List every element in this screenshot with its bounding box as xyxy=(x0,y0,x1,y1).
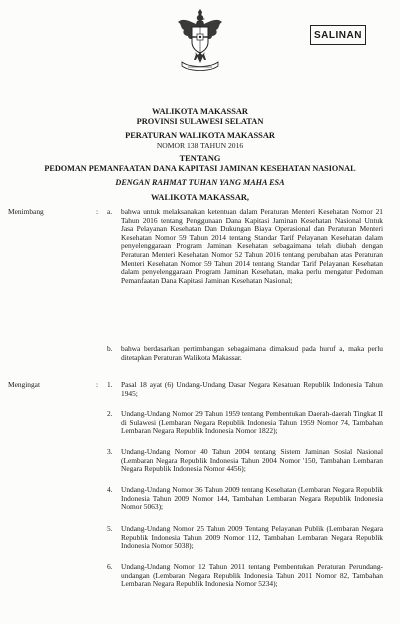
item-text: Pasal 18 ayat (6) Undang-Undang Dasar Negara Kesatuan Republik Indonesia Tahun 1945; xyxy=(121,380,383,398)
item-marker: a. xyxy=(107,207,113,216)
item-marker: 6. xyxy=(107,562,113,571)
header-title-walikota: WALIKOTA MAKASSAR xyxy=(152,107,248,116)
item-marker: b. xyxy=(107,344,113,353)
item-text: Undang-Undang Nomor 40 Tahun 2004 tentang Sistem Jaminan Sosial Nasional (Lembaran Negara Republik Indonesia Tahun 2004 Nomor '150, Tambahan Lembaran Negara Republik Indonesia Nomor 4456); xyxy=(121,447,383,474)
mengingat-label: Mengingat xyxy=(8,380,41,389)
mengingat-colon: : xyxy=(96,380,99,389)
header-title-provinsi: PROVINSI SULAWESI SELATAN xyxy=(136,117,264,126)
item-text: Undang-Undang Nomor 25 Tahun 2009 Tentang Pelayanan Publik (Lembaran Negara Republik Indonesia Tahun 2009 Nomor 112, Tambahan Lembaran Negara Republik Indonesia Nomor 5038); xyxy=(121,524,383,551)
garuda-emblem-icon xyxy=(176,8,224,80)
header-tentang: TENTANG xyxy=(179,154,221,163)
item-text: Undang-Undang Nomor 12 Tahun 2011 tentang Pembentukan Peraturan Perundang-undangan (Lembaran Negara Republik Indonesia Tahun 2011 Nomor 82, Tambahan Lembaran Negara Republik Indonesia Nomor 5234); xyxy=(121,562,383,589)
menimbang-label: Menimbang xyxy=(8,207,44,216)
item-text: Undang-Undang Nomor 36 Tahun 2009 tentang Kesehatan (Lembaran Negara Republik Indonesia Tahun 2009 Nomor 144, Tambahan Lembaran Negara Republik Indonesia Nomor 5063); xyxy=(121,485,383,512)
item-marker: 3. xyxy=(107,447,113,456)
item-marker: 4. xyxy=(107,485,113,494)
item-marker: 5. xyxy=(107,524,113,533)
item-text: Undang-Undang Nomor 29 Tahun 1959 tentang Pembentukan Daerah-daerah Tingkat II di Sulawesi (Lembaran Negara Republik Indonesia Tahun 1959 Nomor 74, Tambahan Lembaran Negara Republik Indonesia Nomor 1822); xyxy=(121,409,383,436)
item-text: bahwa untuk melaksanakan ketentuan dalam Peraturan Menteri Kesehatan Nomor 21 Tahun 2016 tentang Penggunaan Dana Kapitasi Jaminan Kesehatan Nasional Untuk Jasa Pelayanan Kesehatan Dan Dukungan Biaya Operasional dan Peraturan Menteri Kesehatan Nomor 59 Tahun 2014 tentang Standar Tarif Pelayanan Kesehatan dalam penyelenggaraan Program Jaminan Kesehatan sebagaimana telah diubah dengan Peraturan Menteri Kesehatan Nomor 52 Tahun 2016 tentang perubahan atas Peraturan Menteri Kesehatan Nomor 59 Tahun 2014 tentang Standar Tarif Pelayanan Kesehatan dalam penyelenggaraan Program Jaminan Kesehatan, maka perlu mengatur Pedoman Pemanfaatan Dana Kapitasi Jaminan Kesehatan Nasional; xyxy=(121,207,383,285)
header-title-peraturan: PERATURAN WALIKOTA MAKASSAR xyxy=(125,131,275,140)
menimbang-colon: : xyxy=(96,207,99,216)
salinan-stamp: SALINAN xyxy=(310,25,366,45)
header-nomor: NOMOR 138 TAHUN 2016 xyxy=(156,141,244,150)
item-marker: 2. xyxy=(107,409,113,418)
item-marker: 1. xyxy=(107,380,113,389)
header-walikota-makassar: WALIKOTA MAKASSAR, xyxy=(150,193,250,202)
item-text: bahwa berdasarkan pertimbangan sebagaimana dimaksud pada huruf a, maka perlu ditetapkan Peraturan Walikota Makassar. xyxy=(121,344,383,362)
header-rahmat: DENGAN RAHMAT TUHAN YANG MAHA ESA xyxy=(115,178,285,187)
header-subject: PEDOMAN PEMANFAATAN DANA KAPITASI JAMINAN KESEHATAN NASIONAL xyxy=(44,164,356,173)
